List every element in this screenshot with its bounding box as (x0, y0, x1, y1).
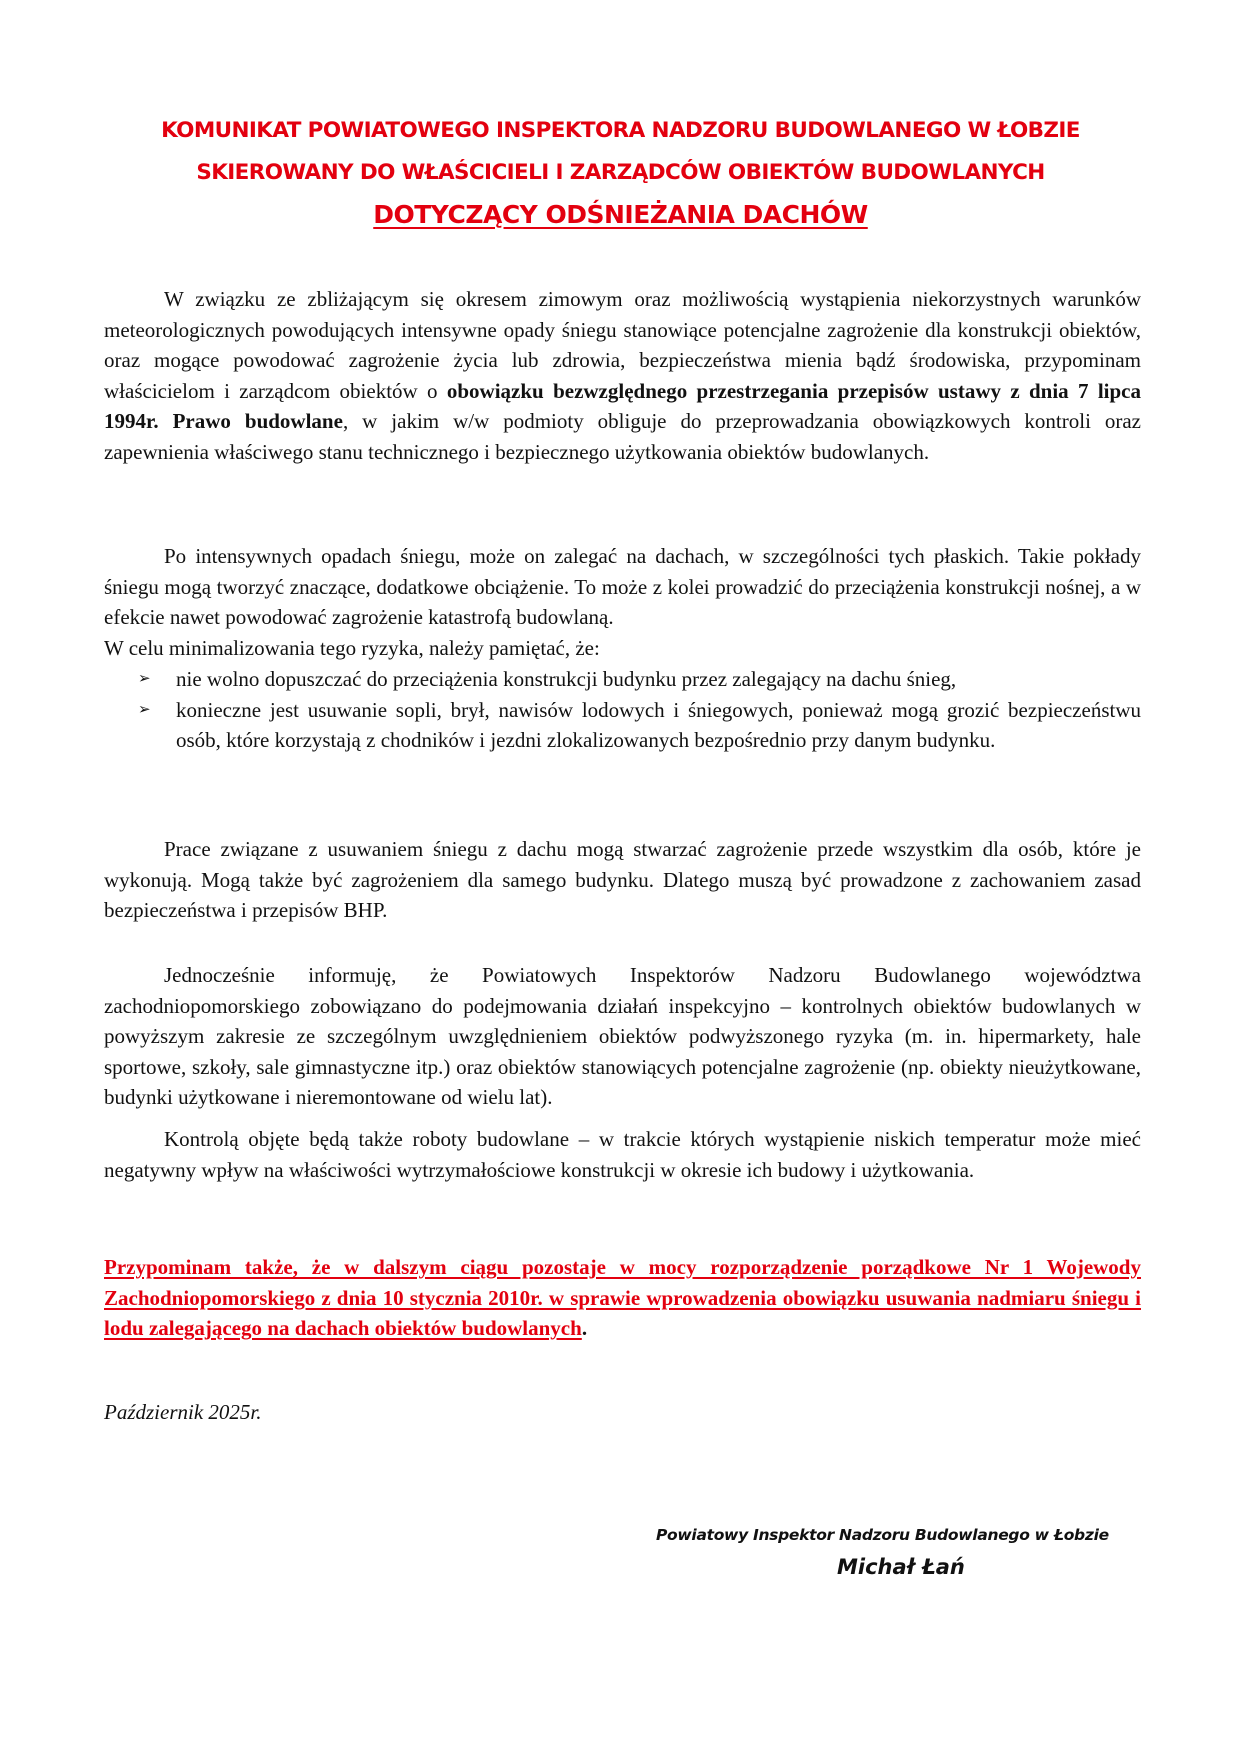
list-item-text: konieczne jest usuwanie sopli, brył, nawisów lodowych i śniegowych, ponieważ mogą grozić bezpieczeństwu osób, które korzystają z chodników i jezdni zlokalizowanych bezpośrednio przy danym budynku. (176, 697, 1141, 753)
list-item (104, 664, 1141, 695)
header-line-2: SKIEROWANY DO WŁAŚCICIELI I ZARZĄDCÓW OBIEKTÓW BUDOWLANYCH (196, 160, 1045, 185)
document-title-text: DOTYCZĄCY ODŚNIEŻANIA DACHÓW (373, 200, 868, 229)
paragraph-snow-load (104, 541, 1141, 663)
risk-list (104, 664, 1141, 756)
regulation-reminder (104, 1252, 1141, 1344)
paragraph-snow-load-text: Po intensywnych opadach śniegu, może on zalegać na dachach, w szczególności tych płaskich. Takie pokłady śniegu mogą tworzyć znaczące, dodatkowe obciążenie. To może z kolei prowadzić do przeciążenia konstrukcji nośnej, a w efekcie nawet powodować zagrożenie katastrofą budowlaną. (104, 544, 1141, 630)
paragraph-safety: Prace związane z usuwaniem śniegu z dachu mogą stwarzać zagrożenie przede wszystkim dla osób, które je wykonują. Mogą także być zagrożeniem dla samego budynku. Dlatego muszą być prowadzone z zachowaniem zasad bezpieczeństwa i przepisów BHP. (104, 837, 1141, 923)
regulation-reminder-text: Przypominam także, że w dalszym ciągu pozostaje w mocy rozporządzenie porządkowe Nr 1 Wojewody Zachodniopomorskiego z dnia 10 stycznia 2010r. w sprawie wprowadzenia obowiązku usuwania nadmiaru śniegu i lodu zalegającego na dachach obiektów budowlanych (104, 1255, 1141, 1341)
regulation-reminder-end: . (581, 1316, 588, 1341)
paragraph-intro-bold: obowiązku bezwzględnego przestrzegania przepisów ustawy z dnia 7 lipca 1994r. Prawo budowlane (104, 378, 1141, 434)
arrow-bullet-icon: ➢ (138, 671, 151, 687)
paragraph-intro-text-a: W związku ze zbliżającym się okresem zimowym oraz możliwością wystąpienia niekorzystnych warunków meteorologicznych powodujących intensywne opady śniegu stanowiące potencjalne zagrożenie dla konstrukcji obiektów, oraz mogące powodować zagrożenie życia lub zdrowia, bezpieczeństwa mienia bądź środowiska, przypominam właścicielom i zarządcom obiektów o (104, 287, 1141, 403)
paragraph-intro (104, 284, 1141, 468)
paragraph-construction-works: Kontrolą objęte będą także roboty budowlane – w trakcie których wystąpienie niskich temperatur może mieć negatywny wpływ na właściwości wytrzymałościowe konstrukcji w okresie ich budowy i użytkowania. (104, 1127, 1141, 1182)
arrow-bullet-icon: ➢ (138, 701, 151, 718)
paragraph-intro-text-b: , w jakim w/w podmioty obliguje do przeprowadzania obowiązkowych kontroli oraz zapewnienia właściwego stanu technicznego i bezpiecznego użytkowania obiektów budowlanych. (104, 409, 1142, 464)
paragraph-snow-load-lead: W celu minimalizowania tego ryzyka, należy pamiętać, że: (104, 635, 600, 660)
signature-name: Michał Łań (837, 1555, 965, 1579)
header-line-1: KOMUNIKAT POWIATOWEGO INSPEKTORA NADZORU BUDOWLANEGO W ŁOBZIE (161, 118, 1080, 143)
signature-title: Powiatowy Inspektor Nadzoru Budowlanego w Łobzie (656, 1526, 1109, 1544)
document-date: Październik 2025r. (104, 1400, 262, 1424)
document-title (0, 200, 1241, 229)
list-item (104, 695, 1141, 756)
list-item-text: nie wolno dopuszczać do przeciążenia konstrukcji budynku przez zalegający na dachu śnieg, (176, 667, 957, 691)
paragraph-inspections: Jednocześnie informuję, że Powiatowych Inspektorów Nadzoru Budowlanego województwa zachodniopomorskiego zobowiązano do podejmowania działań inspekcyjno – kontrolnych obiektów budowlanych w powyższym zakresie ze szczególnym uwzględnieniem obiektów podwyższonego ryzyka (m. in. hipermarkety, hale sportowe, szkoły, sale gimnastyczne itp.) oraz obiektów stanowiących potencjalne zagrożenie (np. obiekty nieużytkowane, budynki użytkowane i nieremontowane od wielu lat). (104, 963, 1141, 1110)
